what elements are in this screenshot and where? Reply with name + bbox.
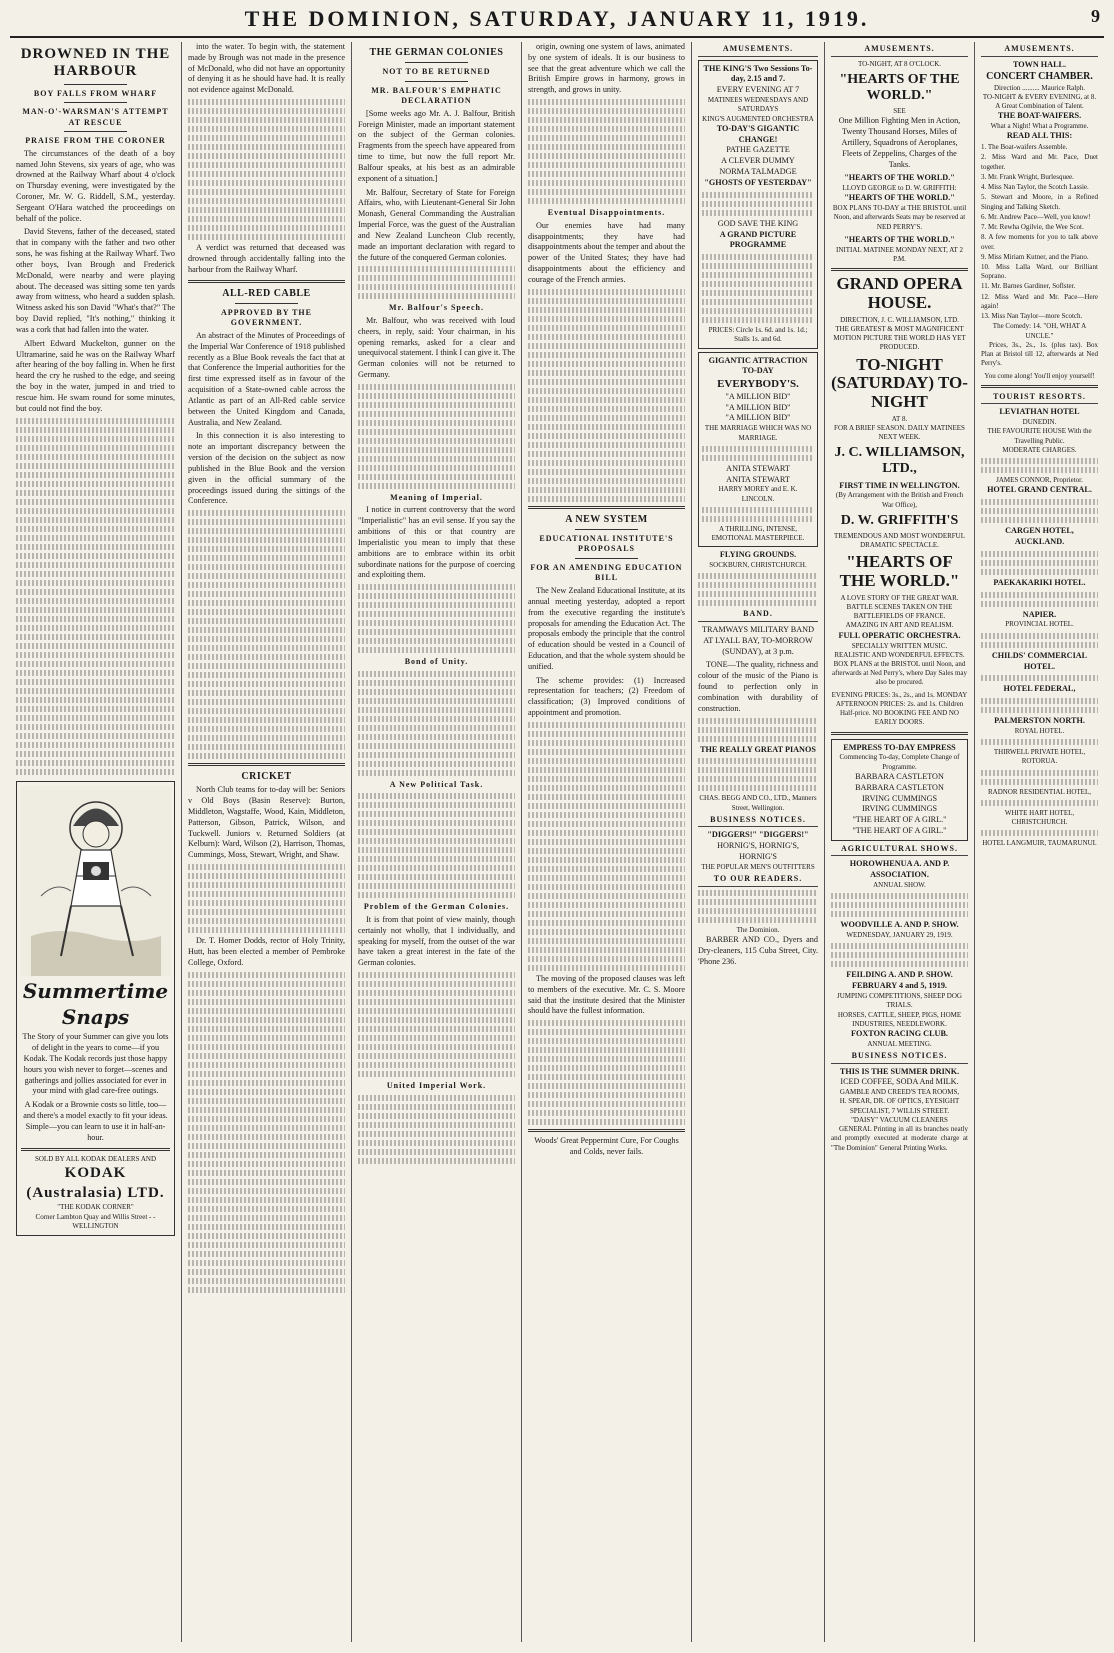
nightly: TO-NIGHT & EVERY EVENING, at 8. [982,92,1097,101]
cargen: CARGEN HOTEL, AUCKLAND. [1005,526,1074,546]
program-item: NORMA TALMADGE [719,167,797,177]
act-item: 6. Mr. Andrew Pace—Well, you know! [981,212,1091,221]
realistic-effects: REALISTIC AND WONDERFUL EFFECTS. [834,650,965,659]
article-paragraph: Mr. Balfour, who was received with loud cheers, in reply, said: Your chairman, in his opening remarks, asked for a clear and unequivocal statement. I think I can give it. The German colonies will not be returned to Germany. [358,315,515,380]
flying-grounds: FLYING GROUNDS. [719,550,797,560]
marriage-line: THE MARRIAGE WHICH WAS NO MARRIAGE. [704,424,812,442]
battle-scenes: BATTLE SCENES TAKEN ON THE BATTLEFIELDS OF FRANCE. [846,602,953,621]
subhead-balfour: MR. BALFOUR'S EMPHATIC DECLARATION [371,85,502,106]
amazing: AMAZING IN ART AND REALISM. [845,621,954,630]
hearts-of-the-world-main: "HEARTS OF THE WORLD." [839,552,960,591]
palmerston: PALMERSTON NORTH. [994,716,1085,726]
federal: HOTEL FEDERAL, [1003,684,1076,694]
jumping: JUMPING COMPETITIONS, SHEEP DOG TRIALS. [837,992,962,1010]
grand-central: HOTEL GRAND CENTRAL. [987,485,1092,495]
hearts-of-the-world: "HEARTS OF THE WORLD." [839,71,960,103]
arrangement: (By Arrangement with the British and French War Office), [835,491,964,509]
gigantic-attraction: GIGANTIC ATTRACTION TO-DAY [708,355,808,376]
act-item: 11. Mr. Barnes Gardiner, Soflster. [981,282,1076,291]
masthead [10,6,1104,38]
subhead-problem: Problem of the German Colonies. [363,902,510,912]
kodak-ad-body-2: A Kodak or a Brownie costs so little, too—and there's a model exactly to fit your ideas. Simple—you can learn to use it in half-an-hour. [23,1100,168,1142]
empress-ad [831,739,968,841]
feilding: FEILDING A. AND P. SHOW. FEBRUARY 4 and 5, 1919. [846,970,953,991]
chas-begg: CHAS. BEGG AND CO., LTD., Manners Street, Wellington. [699,794,817,812]
napier: NAPIER. [1022,609,1057,619]
column-3 [352,42,522,1642]
kodak-ad-body: The Story of your Summer can give you lots of delight in the years to come—if you Kodak. The Kodak records just those happy hours you wish never to forget—scenes and gatherings and jollies associated for ever in your mind with glad care-free outings. [22,1032,169,1096]
headline-cricket: CRICKET [241,771,292,783]
kings-matinees: MATINEES WEDNESDAYS AND SATURDAYS [707,96,809,114]
langmuir: HOTEL LANGMUIR, TAUMARUNUI. [982,839,1097,848]
million-bid: "A MILLION BID" [725,402,791,412]
favourite-house: THE FAVOURITE HOUSE With the Travelling Public. [987,427,1092,445]
article-paragraph: Mr. Balfour, Secretary of State for Foreign Affairs, who, with Lieutenant-General Sir John Monash, General Commanding the Australian Imperial Force, was the guest of the Australian and New Zealand Luncheon Club recently, made an important declaration with regard to the future of the conquered German colonies. [358,187,515,262]
grand-opera-house: GRAND OPERA HOUSE. [836,274,963,312]
welcome: You come along! You'll enjoy yourself! [984,371,1095,380]
spear-optics: H. SPEAR, DR. OF OPTICS, EYESIGHT SPECIALIST, 7 WILLIS STREET. [839,1097,960,1115]
program-item: A CLEVER DUMMY [721,156,795,166]
article-paragraph: into the water. To begin with, the statement made by Brough was not made in the presence of McDonald, who did not have an opportunity of denying it as he should have had. It is really not evidence against McDonald. [188,42,345,95]
article-paragraph: Our enemies have had many disappointments; they have had disappointments about the temper and about the power of the United States; they have had disappointments about the efficiency and courage of the French armies. [528,220,685,284]
hearts-of-the-world-2: "HEARTS OF THE WORLD." [844,173,955,183]
barbara-castleton: BARBARA CASTLETON [855,771,944,781]
article-paragraph: In this connection it is also interesting to note an important discrepancy between the version of the decision on the subject as now published in the Blue Book and the version given in the official summary of the proceedings issued during the sittings of the Conference. [188,431,345,506]
act-item: 4. Miss Nan Taylor, the Scotch Lassie. [981,183,1089,192]
kodak-advertisement [16,781,175,1237]
peppermint-ad: Woods' Great Peppermint Cure, For Coughs and Colds, never fails. [534,1136,679,1157]
kings-prices: PRICES: Circle 1s. 6d. and 1s. 1d.; Stalls 1s. and 6d. [708,326,808,344]
first-time: FIRST TIME IN WELLINGTON. [839,480,960,490]
combination: A Great Combination of Talent. [995,102,1084,111]
kings-sub: EVERY EVENING AT 7 [716,85,800,95]
sockburn: SOCKBURN, CHRISTCHURCH. [709,561,807,570]
white-hart: WHITE HART HOTEL, CHRISTCHURCH. [1004,808,1075,827]
column-7 [975,42,1104,1642]
boat-waifers: THE BOAT-WAIFERS. [997,111,1082,121]
harry-morey: HARRY MOREY and E. K. LINCOLN. [718,485,798,503]
grand-programme: A GRAND PICTURE PROGRAMME [719,229,797,250]
direction-ralph: Direction .......... Maurice Ralph. [994,83,1085,92]
initial-matinee: INITIAL MATINEE MONDAY NEXT, AT 2 P.M. [836,245,963,263]
barbara-castleton: BARBARA CASTLETON [855,782,944,792]
at-eight: AT 8. [891,414,908,423]
article-paragraph: origin, owning one system of laws, animated by one system of ideals. It is our business to see that the great adventure which we call the British Empire grows in harmony, grows in strength, and grows in unity. [528,42,685,95]
act-item: 1. The Boat-waifers Assemble. [981,143,1068,152]
column-5 [692,42,825,1642]
acts-list [981,143,1098,321]
anita-stewart: ANITA STEWART [726,474,790,484]
thirwell: THIRWELL PRIVATE HOTEL, ROTORUA. [993,748,1086,766]
subhead-boy-falls: BOY FALLS FROM WHARF [33,88,158,98]
concert-prices: Prices, 3s., 2s., 1s. (plus tax). Box Plan at Bristol till 12, afterwards at Ned Perry's. [981,340,1098,368]
leviathan: LEVIATHAN HOTEL [999,407,1080,417]
subhead-rescue: MAN-O'-WARSMAN'S ATTEMPT AT RESCUE [22,107,169,127]
subhead-coroner: PRAISE FROM THE CORONER [25,136,166,146]
radnor: RADNOR RESIDENTIAL HOTEL, [988,787,1091,796]
program-item: PATHE GAZETTE [726,145,790,155]
everybodys-title: EVERYBODY'S. [717,378,799,391]
subhead-speech: Mr. Balfour's Speech. [389,303,484,313]
kodak-tagline: "THE KODAK CORNER" [57,1203,134,1212]
heart-of-a-girl: "THE HEART OF A GIRL." [852,826,947,836]
piano-ad: TONE—The quality, richness and colour of the music of the Piano is found to perfection only in combination with durability of construction. [698,660,818,713]
diggers: "DIGGERS!" "DIGGERS!" [707,830,809,840]
hearts-of-the-world-4: "HEARTS OF THE WORLD." [844,234,955,244]
connor: JAMES CONNOR, Proprietor. [996,476,1083,485]
article-paragraph: Dr. T. Homer Dodds, rector of Holy Trinity, Hutt, has been elected a member of Pembroke College, Oxford. [188,936,345,967]
woodville: WOODVILLE A. AND P. SHOW. [840,920,959,930]
provincial: PROVINCIAL HOTEL. [1005,620,1074,629]
article-paragraph: The circumstances of the death of a boy named John Stevens, six years of age, who was drowned at the Railway Wharf about 4 o'clock on Thursday evening, were investigated by the Coroner, Mr. W. G. Riddell, S.M., yesterday. Sergeant O'Hara watched the proceedings on behalf of the police. [16,148,175,223]
page-number: 9 [1091,6,1100,26]
subhead-institute: EDUCATIONAL INSTITUTE'S PROPOSALS [539,533,674,554]
program-item: GOD SAVE THE KING [717,218,799,228]
act-item: 10. Miss Lalla Ward, our Brilliant Soprano. [981,262,1098,281]
section-amusements: AMUSEMENTS. [698,44,818,57]
love-story: A LOVE STORY OF THE GREAT WAR. [840,593,959,602]
headline-drowned: DROWNED IN THE HARBOUR [20,46,171,80]
box-plans-bristol: BOX PLANS at the BRISTOL until Noon, and afterwards at Ned Perry's, where Day Sales may also be procured. [832,659,967,687]
hornigs: HORNIG'S, HORNIG'S, HORNIG'S [717,841,799,862]
subhead-not-returned: NOT TO BE RETURNED [382,67,491,77]
box-plans: BOX PLANS TO-DAY at THE BRISTOL until Noon, and afterwards Seats may be reserved at NED PERRY'S. [832,204,967,231]
kodak-ad-foot: SOLD BY ALL KODAK DEALERS AND [34,1154,156,1163]
million-bid: "A MILLION BID" [725,413,791,423]
comedy: The Comedy: 14. "OH, WHAT A UNCLE." [992,322,1087,340]
section-amusements: AMUSEMENTS. [831,44,968,57]
kodak-company: KODAK (Australasia) LTD. [26,1164,165,1201]
subhead-education-bill: FOR AN AMENDING EDUCATION BILL [530,562,683,583]
kings-gigantic: TO-DAY'S GIGANTIC CHANGE! [716,123,800,144]
tremendous: TREMENDOUS AND MOST WONDERFUL DRAMATIC SPECTACLE. [833,531,965,550]
subhead-approved: APPROVED BY THE GOVERNMENT. [220,307,312,328]
headline-german-colonies: THE GERMAN COLONIES [369,47,504,58]
jcw-ltd: J. C. WILLIAMSON, LTD., [834,445,965,477]
article-paragraph: It is from that point of view mainly, though certainly not wholly, that I individually, and speaking for myself, from the outset of the war have taken a great interest in the fate of the German colonies. [358,914,515,968]
masthead-title: THE DOMINION, SATURDAY, JANUARY 11, 1919. [244,6,870,31]
royal-hotel: ROYAL HOTEL. [1014,727,1065,736]
lloyd-george: LLOYD GEORGE to D. W. GRIFFITH: [842,184,957,193]
article-paragraph: North Club teams for to-day will be: Seniors v Old Boys (Basin Reserve): Burton, Middleton, Wagstaffe, Wood, Kain, Middleton, Patterson, Gibson, Patrick, Wilson, and Tuckwell. Juniors v. Returned Soldiers (at Kelburn): Ward, Wilson (2), Harrison, Thomas, Cummings, Moss, Stewart, Wright, and Shaw. [188,785,345,860]
great-pianos: THE REALLY GREAT PIANOS [700,744,816,754]
evening-prices: EVENING PRICES: 3s., 2s., and 1s. MONDAY AFTERNOON PRICES: 2s. and 1s. Children Half-price. NO BOOKING FEE AND NO EARLY DOORS. [831,690,968,727]
what-a-night: What a Night! What a Programme. [990,122,1089,131]
bather-illustration [21,786,171,976]
section-band: BAND. [698,609,818,622]
summer-drink: THIS IS THE SUMMER DRINK. [839,1066,960,1076]
griffith: D. W. GRIFFITH'S [840,512,959,528]
direction-williamson: DIRECTION, J. C. WILLIAMSON, LTD. [840,315,959,324]
act-item: 2. Miss Ward and Mr. Pace, Duet together. [981,153,1098,171]
article-paragraph: Albert Edward Muckelton, gunner on the Ultramarine, said he was on the Railway Wharf after hearing of the boy falling in. When he first heard the cry he rushed to the edge, and seeing the boy in the water, jumped in and tried to rescue him. He swam round for some minutes, but could not find the boy. [16,338,175,413]
barber-ad: BARBER AND CO., Dyers and Dry-cleaners, 115 Cuba Street, City. 'Phone 236. [698,934,818,966]
daisy-vacuum: "DAISY" VACUUM CLEANERS [851,1115,948,1124]
woodville-date: WEDNESDAY, JANUARY 29, 1919. [846,931,953,940]
to-our-readers: TO OUR READERS. [698,874,818,887]
column-2 [182,42,352,1642]
empress-title: EMPRESS TO-DAY EMPRESS [843,742,956,752]
see: SEE [893,106,906,115]
thrilling-line: A THRILLING, INTENSE, EMOTIONAL MASTERPIECE. [711,524,805,543]
subhead-policy: A New Political Task. [389,779,484,789]
kodak-ad-title: Summertime Snaps [22,978,169,1029]
kings-orchestra: KING'S AUGMENTED ORCHESTRA [702,114,814,123]
moderate-charges: MODERATE CHARGES. [1002,445,1077,454]
kodak-address: Corner Lambton Quay and Willis Street - - WELLINGTON [35,1212,156,1230]
feature-title: "GHOSTS OF YESTERDAY" [704,177,812,187]
dunedin: DUNEDIN. [1022,418,1057,427]
hearts-of-the-world-3: "HEARTS OF THE WORLD." [844,193,955,203]
irving-cummings: IRVING CUMMINGS [861,804,938,814]
childs: CHILDS' COMMERCIAL HOTEL. [991,650,1088,671]
kings-theatre-ad [698,60,818,349]
million-bid: "A MILLION BID" [725,391,791,401]
full-orchestra: FULL OPERATIC ORCHESTRA. [838,630,961,640]
specially-written: SPECIALLY WRITTEN MUSIC. [851,641,948,650]
headline-new-system: A NEW SYSTEM [565,513,648,525]
article-paragraph: David Stevens, father of the deceased, stated that in company with the father and two other sons, he was fishing at the Railway Wharf. Two other boys, Ivan Brough and Frederick McDonald, were nearby and were playing about. The deceased was sitting some ten yards away from witness, who heard a sudden splash. Witness asked his son David "What's that?" The boy David replied, "It's nothing," thinking it was a cork that had fallen into the water. [16,227,175,334]
column-4 [522,42,692,1642]
everybodys-ad [698,352,818,548]
act-item: 9. Miss Miriam Kutner, and the Piano. [981,252,1089,261]
iced-coffee: ICED COFFEE, SODA And MILK. [840,1077,959,1087]
general-printing: GENERAL Printing in all its branches neatly and promptly executed at moderate charge at "The Dominion" General Printing Works. [831,1125,968,1152]
act-item: 12. Miss Ward and Mr. Pace—Here again! [981,292,1098,310]
subhead-united: United Imperial Work. [386,1081,487,1091]
article-paragraph: I notice in current controversy that the word "Imperialistic" has an evil sense. If you say the ambitions of this or that country are Imperialistic you mean to imply that these ambitions are to embrace within its orbit subordinate nations for the purpose of coercing and exploiting them. [358,505,515,580]
kings-head: THE KING'S Two Sessions To-day, 2.15 and 7. [703,63,813,84]
irving-cummings: IRVING CUMMINGS [861,793,938,803]
greatest-picture: THE GREATEST & MOST MAGNIFICENT MOTION PICTURE THE WORLD HAS YET PRODUCED. [833,324,966,352]
column-1 [10,42,182,1642]
column-6 [825,42,975,1642]
brief-season: FOR A BRIEF SEASON. DAILY MATINEES NEXT WEEK. [834,423,965,442]
complete-change: Commencing To-day, Complete Change of Programme. [839,753,960,771]
article-paragraph: A verdict was returned that deceased was drowned through accidentally falling into the harbour from the Railway Wharf. [188,243,345,274]
tramways-band: TRAMWAYS MILITARY BAND AT LYALL BAY, TO-MORROW (SUNDAY), at 3 p.m. [701,624,814,656]
act-item: 5. Stewart and Moore, in a Refined Singing and Talking Sketch. [981,193,1098,211]
spectacle-list: One Million Fighting Men in Action, Twenty Thousand Horses, Miles of Artillery, Squadrons of Aeroplanes, Fleets of Zeppelins, Charges of the Tanks. [838,116,961,169]
horowhenua: HOROWHENUA A. AND P. ASSOCIATION. [849,859,950,880]
act-item: 8. A few moments for you to talk above over. [981,233,1098,251]
act-item: 13. Miss Nan Taylor—more Scotch. [981,312,1083,321]
tonight-saturday: TO-NIGHT (SATURDAY) TO-NIGHT [831,354,968,411]
annual-show: ANNUAL SHOW. [873,881,926,890]
horses-cattle: HORSES, CATTLE, SHEEP, PIGS, HOME INDUSTRIES, NEEDLEWORK. [837,1010,962,1028]
article-paragraph: The moving of the proposed clauses was left to members of the executive. Mr. C. S. Moore said that the institute desired that the Minister should have the fullest information. [528,973,685,1016]
the-dominion: The Dominion. [736,925,780,934]
article-paragraph: The New Zealand Educational Institute, at its annual meeting yesterday, adopted a report from the executive regarding the institute's proposals for amending the Education Act. The proposals embody the principle that the control of education should be vested in a Council of Education, and that the whole system should be unified. [528,586,685,671]
subhead-unity: Bond of Unity. [404,657,469,667]
tonight-8: TO-NIGHT, AT 8 O'CLOCK. [857,59,942,68]
article-paragraph: The scheme provides: (1) Increased representation for teachers; (2) Freedom of classification; (3) Improved conditions of appointment and promotion. [528,675,685,718]
section-business: BUSINESS NOTICES. [831,1051,968,1064]
read-all-this: READ ALL THIS: [1006,131,1073,141]
foxton: FOXTON RACING CLUB. [851,1028,948,1038]
subhead-meaning: Meaning of Imperial. [390,492,483,502]
heart-of-a-girl: "THE HEART OF A GIRL." [852,815,947,825]
gamble-creed: GAMBLE AND CREED'S TEA ROOMS, [839,1088,960,1097]
anita-stewart: ANITA STEWART [726,463,790,473]
section-business: BUSINESS NOTICES. [698,815,818,828]
section-tourist: TOURIST RESORTS. [981,392,1098,405]
mens-outfitters: THE POPULAR MEN'S OUTFITTERS [701,862,815,871]
subhead-disappointments: Eventual Disappointments. [547,208,666,218]
paekakariki: PAEKAKARIKI HOTEL. [993,577,1086,587]
foxton-meeting: ANNUAL MEETING. [867,1039,932,1048]
act-item: 3. Mr. Frank Wright, Burlesquee. [981,172,1074,181]
section-agricultural: AGRICULTURAL SHOWS. [831,844,968,857]
section-amusements: AMUSEMENTS. [981,44,1098,57]
concert-chamber: CONCERT CHAMBER. [986,71,1093,83]
article-paragraph: [Some weeks ago Mr. A. J. Balfour, British Foreign Minister, made an important statement on the subject of the German colonies. Fragments from the speech have appeared from time to time, but now the full report Mr. Balfour speaks, at his best as an admirable exponent of a situation.] [358,108,515,183]
town-hall: TOWN HALL. [1012,59,1067,69]
article-paragraph: An abstract of the Minutes of Proceedings of the Imperial War Conference of 1918 published recently as a Blue Book reveals the fact that at that Conference the Imperial authorities for the first time expressed itself as in favour of the acquisition of a State-owned cable across the Atlantic as part of an All-Red cable service between the United Kingdom and Canada, Australia, and New Zealand. [188,330,345,427]
headline-all-red-cable: ALL-RED CABLE [222,287,311,299]
act-item: 7. Mr. Rewha Ogilvie, the Wee Scot. [981,223,1084,232]
